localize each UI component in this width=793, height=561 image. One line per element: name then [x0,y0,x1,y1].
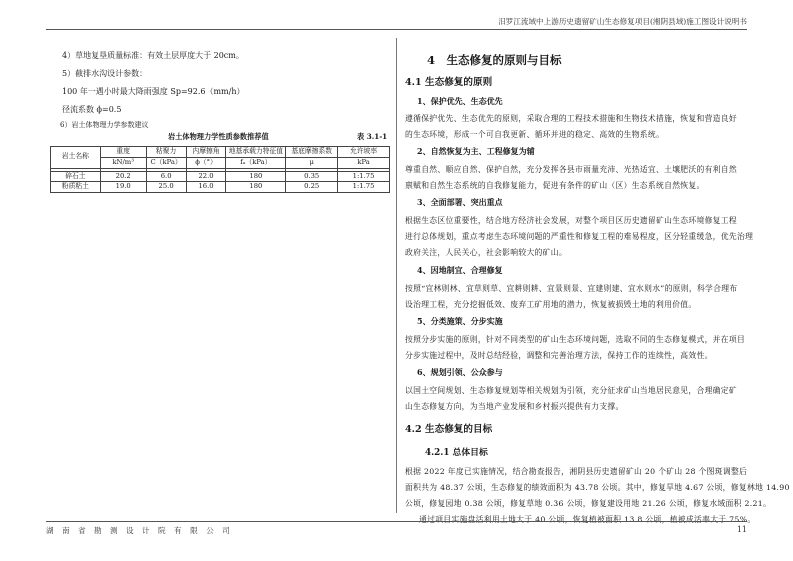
table-header-cell: 重度 [100,147,146,158]
paragraph-line: 设治理工程，充分挖掘低效、废弃工矿用地的潜力，恢复被损毁土地的利用价值。 [405,300,697,309]
table-header-row [51,147,390,158]
principle-title: 6、规划引领、公众参与 [417,367,503,377]
paragraph-line: 面积共为 48.37 公顷，生态修复的绩效面积为 43.78 公顷。其中，修复旱地 4.67 公顷，修复林地 14.90 [405,483,790,492]
page-footer [46,521,747,537]
paragraph-line: 按照“宜林则林、宜草则草、宜耕则耕、宜景则景、宜建则建、宜水则水”的原则，科学合理布 [405,284,738,293]
paragraph-line: 禀赋和自然生态系统的自我修复能力，促进有条件的矿山（区）生态系统自然恢复。 [405,181,705,190]
table-cell: 16.0 [186,182,226,193]
table-row [51,171,390,182]
grass-standard-text: 4）草地复垦质量标准：有效土层厚度大于 20cm。 [62,51,244,60]
paragraph-line: 以国土空间规划、生态修复规划等相关规划为引领，充分征求矿山当地居民意见，合理确定矿 [405,386,737,395]
table-cell: 180 [226,171,286,182]
table-number: 表 3.1-1 [357,132,388,141]
table-cell: 1:1.75 [338,171,390,182]
table-title: 岩土体物理力学性质参数推荐值 [168,132,269,141]
principle-title: 3、全面部署、突出重点 [417,197,503,207]
principle-title: 4、因地制宜、合理修复 [417,265,503,275]
page-header [46,16,747,30]
table-cell: 0.35 [286,171,338,182]
table-cell: 粉质粘土 [51,182,101,193]
table-cell: 180 [226,182,286,193]
rainfall-text: 100 年一遇小时最大降雨强度 Sp=92.6（mm/h） [62,87,245,96]
table-unit-row [51,157,390,168]
table-header-cell: 内摩擦角 [186,147,226,158]
paragraph-line: 尊重自然、顺应自然、保护自然，充分发挥各县市雨量充沛、光热适宜、土壤肥沃的有利自然 [405,165,737,174]
table-cell: 碎石土 [51,171,101,182]
runoff-text: 径流系数 ϕ=0.5 [62,105,122,114]
table-header-cell: 粘聚力 [146,147,186,158]
table-cell: 20.2 [100,171,146,182]
table-header-cell: 基底摩擦系数 [286,147,338,158]
table-caption: 6）岩土体物理力学参数建议 [60,121,149,129]
subsection-heading-goals: 4.2 生态修复的目标 [405,424,493,435]
table-unit-cell: C（kPa） [146,157,186,168]
table-cell: 22.0 [186,171,226,182]
paragraph-line: 分步实施过程中，及时总结经验，调整和完善治理方法，保持工作的连续性，高效性。 [405,351,713,360]
paragraph-line: 根据 2022 年度已实施情况，结合勘查报告，湘阴县历史遗留矿山 20 个矿山 28 个图斑调整后 [405,467,748,476]
header-title: 汨罗江流域中上游历史遗留矿山生态修复项目(湘阴县域)施工图设计说明书 [498,17,747,26]
paragraph-line: 按照分步实施的原则，针对不同类型的矿山生态环境问题，选取不同的生态修复模式，并在项目 [405,335,746,344]
table-unit-cell: μ [286,157,338,168]
paragraph-line: 遵循保护优先、生态优先的原则，采取合理的工程技术措施和生物技术措施，恢复和营造良好 [405,114,737,123]
ditch-param-text: 5）截排水沟设计参数： [62,69,148,78]
section-heading: 4 生态修复的原则与目标 [427,53,562,67]
table-unit-cell: fₐ（kPa） [226,157,286,168]
principle-title: 2、自然恢复为主、工程修复为辅 [417,146,535,156]
principle-title: 5、分类施策、分步实施 [417,316,503,326]
table-cell: 6.0 [146,171,186,182]
table-cell: 0.25 [286,182,338,193]
paragraph-line: 通过项目实施盘活利用土地大于 40 公顷，恢复植被面积 13.8 公顷，植被成活率大于 75%。 [419,515,756,524]
column-divider [396,38,397,513]
subsection-heading-principles: 4.1 生态修复的原则 [405,77,493,88]
paragraph-line: 山生态修复方向，为当地产业发展和乡村振兴提供有力支撑。 [405,402,624,411]
table-row [51,182,390,193]
overall-target-heading: 4.2.1 总体目标 [425,448,488,458]
table-unit-cell: kN/m³ [100,157,146,168]
table-header-cell: 允许坡率 [338,147,390,158]
paragraph-line: 公顷，修复园地 0.38 公顷，修复草地 0.36 公顷，修复建设用地 21.26 公顷，修复水域面积 2.21。 [405,499,772,508]
table-header-cell: 地基承载力特征值 [226,147,286,158]
footer-organization: 湖 南 省 勘 测 设 计 院 有 限 公 司 [46,526,233,535]
table-header-cell: 岩土名称 [51,147,101,169]
table-cell: 19.0 [100,182,146,193]
table-cell: 25.0 [146,182,186,193]
paragraph-line: 根据生态区位重要性，结合地方经济社会发展，对整个项目区历史遗留矿山生态环境修复工程 [405,216,737,225]
paragraph-line: 政府关注，人民关心，社会影响较大的矿山。 [405,248,567,257]
table-unit-cell: kPa [338,157,390,168]
paragraph-line: 进行总体规划，重点考虑生态环境问题的严重性和修复工程的难易程度，区分轻重缓急，优先治理 [405,232,754,241]
principle-title: 1、保护优先、生态优先 [417,96,503,106]
table-cell: 1:1.75 [338,182,390,193]
page-number: 11 [736,525,747,534]
soil-parameter-table [50,146,390,193]
paragraph-line: 的生态环境，形成一个可自我更新、循环并进的稳定、高效的生物系统。 [405,130,665,139]
table-unit-cell: ϕ（°） [186,157,226,168]
